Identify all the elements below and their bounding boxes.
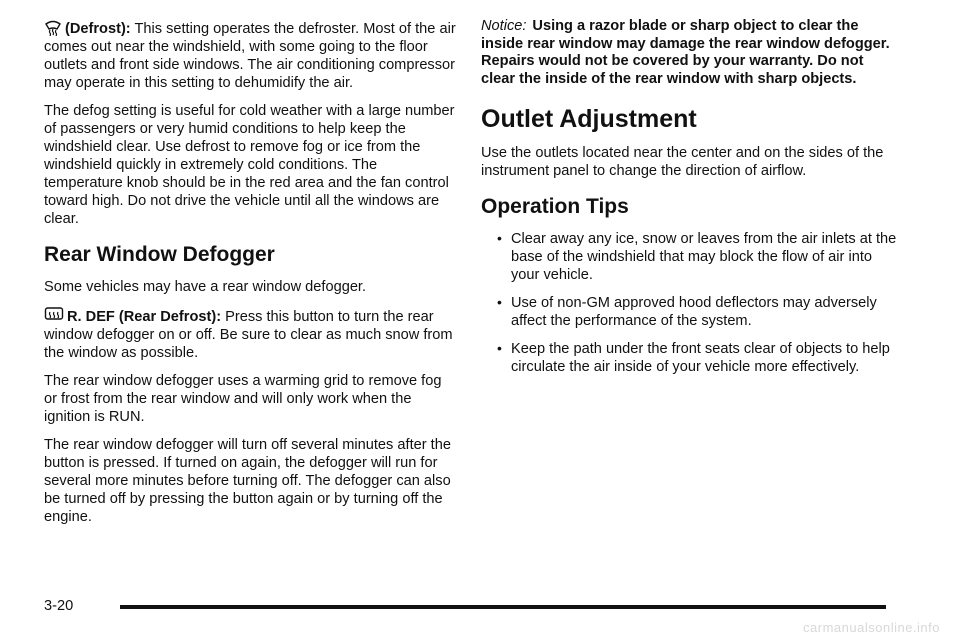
- notice-block: [481, 18, 901, 88]
- rear-defrost-text: Press this button to turn the rear window defogger on or off. Be sure to clear as much snow from the window as possible.: [44, 309, 453, 361]
- rear-defrost-paragraph: [44, 306, 456, 362]
- right-column: [481, 18, 901, 386]
- warming-grid-paragraph: The rear window defogger uses a warming grid to remove fog or frost from the rear window and will only work when the ignition is RUN.: [44, 373, 442, 425]
- list-item: • Clear away any ice, snow or leaves from the air inlets at the base of the windshield that may block the flow of air into your vehicle.: [481, 230, 901, 284]
- watermark: carmanualsonline.info: [803, 620, 940, 635]
- page-number: 3-20: [44, 598, 74, 614]
- rear-defogger-heading: Rear Window Defogger: [44, 243, 275, 266]
- list-item: • Keep the path under the front seats clear of objects to help circulate the air inside of your vehicle more effectively.: [481, 340, 901, 376]
- defrost-text: This setting operates the defroster. Most of the air comes out near the windshield, with some going to the floor outlets and front side windows. The air conditioning compressor may operate in this setting to dehumidify the air.: [44, 21, 456, 91]
- turn-off-paragraph: The rear window defogger will turn off several minutes after the button is pressed. If turned on again, the defogger will run for several more minutes before turning off. The defogger can also be turned off by pressing the button again or by turning off the engine.: [44, 437, 451, 525]
- defrost-label: (Defrost):: [65, 21, 131, 37]
- rear-defrost-icon: [44, 306, 64, 324]
- rear-defrost-label: R. DEF (Rear Defrost):: [67, 309, 222, 325]
- notice-label: Notice:: [481, 18, 527, 34]
- list-item: • Use of non-GM approved hood deflectors may adversely affect the performance of the system.: [481, 294, 901, 330]
- defog-paragraph: The defog setting is useful for cold weather with a large number of passengers or very humid conditions to help keep the windshield clear. Use defrost to remove fog or ice from the windshield quickly in extremely cold conditions. The temperature knob should be in the red area and the fan control toward high. Do not drive the vehicle until all the windows are clear.: [44, 103, 455, 227]
- operation-tips-list: [481, 230, 901, 376]
- operation-tips-heading: Operation Tips: [481, 195, 629, 218]
- windshield-defrost-icon: [44, 18, 62, 36]
- rear-defogger-intro: Some vehicles may have a rear window defogger.: [44, 279, 367, 295]
- outlet-adjustment-text: Use the outlets located near the center and on the sides of the instrument panel to change the direction of airflow.: [481, 145, 884, 179]
- notice-text: Using a razor blade or sharp object to clear the inside rear window may damage the rear window defogger. Repairs would not be covered by your warranty. Do not clear the inside of the rear window with sharp objects.: [481, 18, 890, 87]
- footer-rule: [120, 605, 886, 609]
- left-column: [44, 18, 456, 536]
- defrost-paragraph: [44, 18, 456, 92]
- outlet-adjustment-heading: Outlet Adjustment: [481, 105, 697, 133]
- page-footer: [44, 596, 886, 618]
